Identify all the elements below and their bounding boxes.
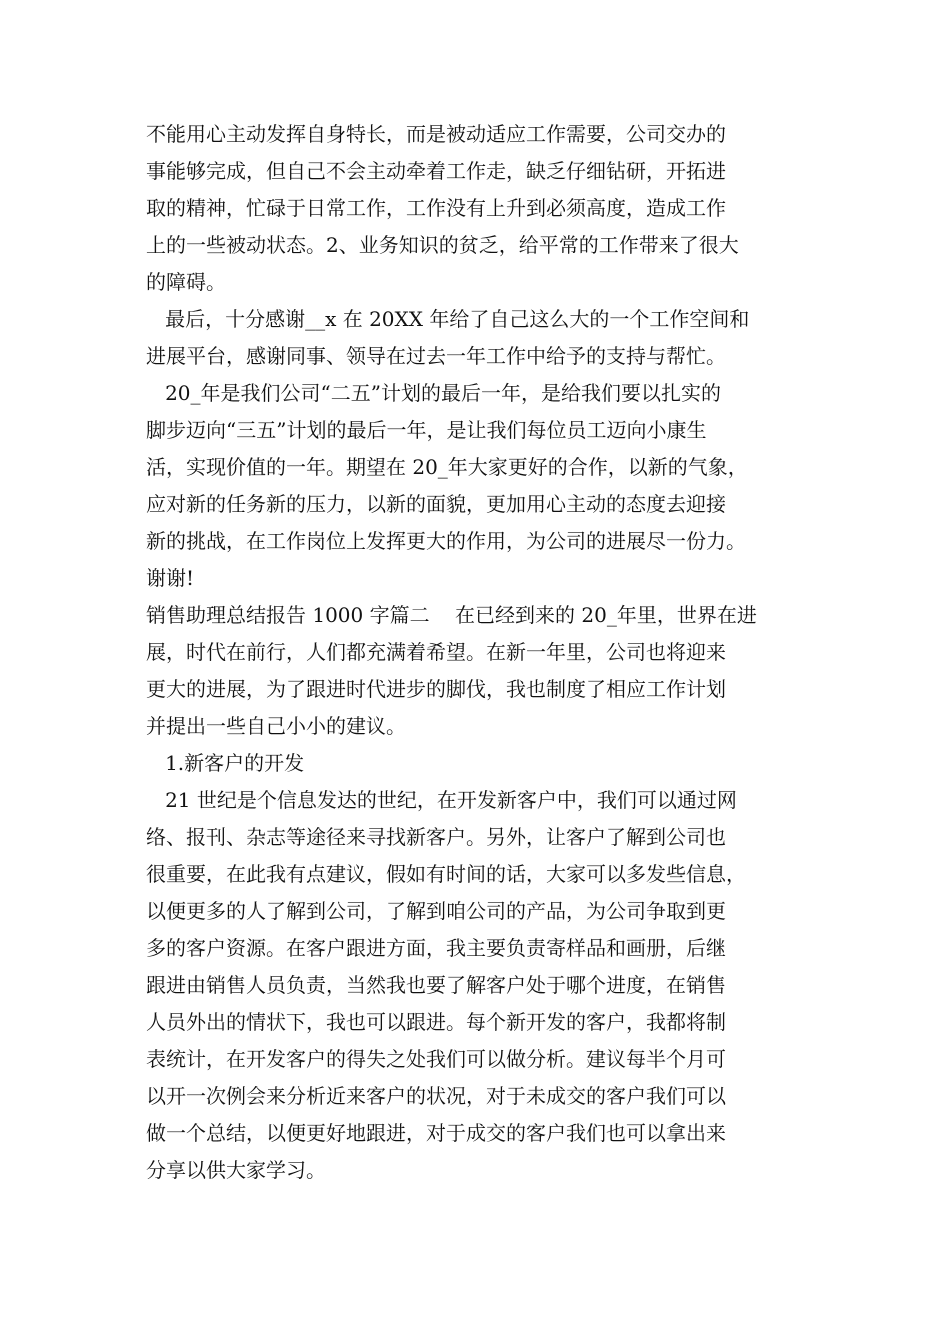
- text-line: 进展平台，感谢同事、领导在过去一年工作中给予的支持与帮忙。: [146, 344, 726, 368]
- text-line: 活，实现价值的一年。期望在 20_年大家更好的合作，以新的气象，: [146, 455, 748, 479]
- text-line: 很重要，在此我有点建议，假如有时间的话，大家可以多发些信息，: [146, 862, 746, 886]
- text-line: 取的精神，忙碌于日常工作，工作没有上升到必须高度，造成工作: [146, 196, 726, 220]
- text-line: 21 世纪是个信息发达的世纪，在开发新客户中，我们可以通过网: [146, 788, 737, 812]
- text-line: 表统计，在开发客户的得失之处我们可以做分析。建议每半个月可: [146, 1047, 726, 1071]
- text-line: 分享以供大家学习。: [146, 1158, 326, 1182]
- text-line: 上的一些被动状态。2、业务知识的贫乏，给平常的工作带来了很大: [146, 233, 739, 257]
- text-line: 以便更多的人了解到公司，了解到咱公司的产品，为公司争取到更: [146, 899, 726, 923]
- text-line: 最后，十分感谢__x 在 20XX 年给了自己这么大的一个工作空间和: [146, 307, 750, 331]
- text-line: 做一个总结，以便更好地跟进，对于成交的客户我们也可以拿出来: [146, 1121, 726, 1145]
- text-line: 20_年是我们公司“二五”计划的最后一年，是给我们要以扎实的: [146, 381, 721, 405]
- text-line: 脚步迈向“三五”计划的最后一年，是让我们每位员工迈向小康生: [146, 418, 707, 442]
- text-line: 跟进由销售人员负责，当然我也要了解客户处于哪个进度，在销售: [146, 973, 726, 997]
- text-line: 的障碍。: [146, 270, 226, 294]
- text-line: 并提出一些自己小小的建议。: [146, 714, 406, 738]
- text-line: 以开一次例会来分析近来客户的状况，对于未成交的客户我们可以: [146, 1084, 726, 1108]
- text-line: 1.新客户的开发: [146, 751, 305, 775]
- text-line: 新的挑战，在工作岗位上发挥更大的作用，为公司的进展尽一份力。: [146, 529, 746, 553]
- text-line: 更大的进展，为了跟进时代进步的脚伐，我也制度了相应工作计划: [146, 677, 726, 701]
- text-line: 不能用心主动发挥自身特长，而是被动适应工作需要，公司交办的: [146, 122, 726, 146]
- text-line: 络、报刊、杂志等途径来寻找新客户。另外，让客户了解到公司也: [146, 825, 726, 849]
- text-line: 多的客户资源。在客户跟进方面，我主要负责寄样品和画册，后继: [146, 936, 726, 960]
- document-body: [146, 116, 826, 1189]
- text-line: 销售助理总结报告 1000 字篇二 在已经到来的 20_年里，世界在进: [146, 603, 757, 627]
- text-line: 人员外出的情状下，我也可以跟进。每个新开发的客户，我都将制: [146, 1010, 726, 1034]
- text-line: 应对新的任务新的压力，以新的面貌，更加用心主动的态度去迎接: [146, 492, 726, 516]
- text-line: 谢谢!: [146, 566, 195, 590]
- text-line: 展，时代在前行，人们都充满着希望。在新一年里，公司也将迎来: [146, 640, 726, 664]
- text-line: 事能够完成，但自己不会主动牵着工作走，缺乏仔细钻研，开拓进: [146, 159, 726, 183]
